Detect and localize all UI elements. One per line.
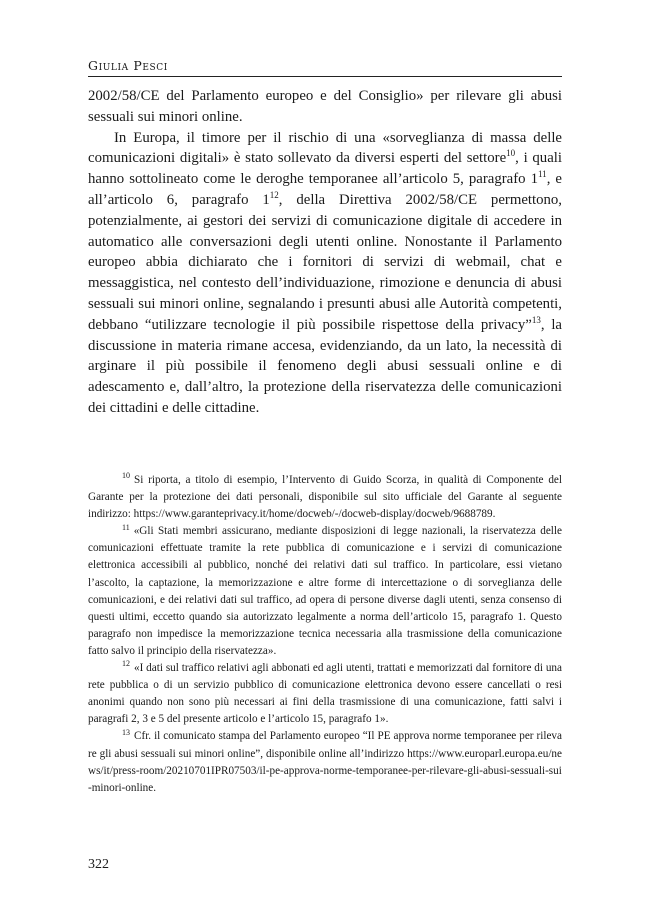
footnote-ref[interactable]: 10: [506, 148, 516, 159]
footnote-ref[interactable]: 11: [538, 169, 547, 180]
header-rule: [88, 76, 562, 77]
footnote: [88, 728, 562, 796]
footnote-ref[interactable]: 13: [531, 314, 541, 325]
footnote: [88, 472, 562, 523]
paragraph-text: , la discussione in materia rimane accesa, evidenziando, da un lato, la necessità di arginare il più possibile il fenomeno degli abusi sessuali online e di adescamento e, dall’altro, la protezione della riservatezza delle comunicazioni dei cittadini e delle cittadine.: [88, 316, 562, 416]
paragraph-text: In Europa, il timore per il rischio di una «sorveglianza di massa delle comunicazioni digitali» è stato sollevato da diversi esperti del settore: [88, 129, 562, 167]
footnote-text: «I dati sul traffico relativi agli abbonati ed agli utenti, trattati e memorizzati dal fornitore di una rete pubblica o di un servizio pubblico di comunicazione elettronica devono essere cancellati o resi anonimi quando non sono più necessari ai fini della trasmissione di una comunicazione, fatti salvi i paragrafi 2, 3 e 5 del presente articolo e l’articolo 15, paragrafo 1».: [88, 662, 562, 726]
paragraph-europe: [88, 128, 562, 419]
footnote-number: 13: [122, 727, 130, 737]
main-text: [88, 86, 562, 419]
footnote-ref[interactable]: 12: [269, 190, 279, 201]
page-number: 322: [88, 857, 109, 872]
footnote-number: 12: [122, 659, 130, 669]
footnote-text: Si riporta, a titolo di esempio, l’Intervento di Guido Scorza, in qualità di Componente del Garante per la protezione dei dati personali, disponibile sul sito ufficiale del Garante al seguente indirizzo: https://www.garanteprivacy.it/home/docweb/-/docweb-display/docweb/9688789.: [88, 474, 562, 521]
paragraph-continued: 2002/58/CE del Parlamento europeo e del Consiglio» per rilevare gli abusi sessuali sui minori online.: [88, 88, 562, 125]
paragraph-text: , della Direttiva 2002/58/CE permettono, potenzialmente, ai gestori dei servizi di comunicazione digitale di accedere in automatico alle conversazioni degli utenti online. Nonostante il Parlamento europeo abbia dichiarato che i fornitori di servizi di webmail, chat e messaggistica, nel contesto dell’individuazione, rimozione e denuncia di abusi sessuali sui minori online, segnalando i presunti abusi alle Autorità competenti, debbano “utilizzare tecnologie il più possibile rispettose della privacy”: [88, 191, 563, 333]
footnote-text: «Gli Stati membri assicurano, mediante disposizioni di legge nazionali, la riservatezza delle comunicazioni effettuate tramite la rete pubblica di comunicazione e i servizi di comunicazione elettronica accessibili al pubblico, nonché dei relativi dati sul traffico. In particolare, essi vietano l’ascolto, la captazione, la memorizzazione e altre forme di intercettazione o di sorveglianza delle comunicazioni, e dei relativi dati sul traffico, ad opera di persone diverse dagli utenti, senza consenso di questi ultimi, eccetto quando sia autorizzato legalmente a norma dell’articolo 15, paragrafo 1. Questo paragrafo non impedisce la memorizzazione tecnica necessaria alla trasmissione della comunicazione fatto salvo il principio della riservatezza».: [88, 525, 562, 657]
footnote-number: 11: [122, 522, 130, 532]
paragraph-text: , e all’articolo 6, paragrafo 1: [88, 171, 562, 208]
footnote-number: 10: [122, 471, 130, 481]
footnotes: [88, 472, 562, 797]
paragraph-text: , i quali hanno sottolineato come le deroghe temporanee all’articolo 5, paragrafo 1: [88, 150, 562, 188]
running-head: Giulia Pesci: [88, 58, 168, 73]
footnote-text: Cfr. il comunicato stampa del Parlamento europeo “Il PE approva norme temporanee per rilevare gli abusi sessuali sui minori online”, disponibile online all’indirizzo https://www.europarl.europa.eu/news/it/press-room/20210701IPR07503/il-pe-approva-norme-temporanee-per-rilevare-gli-abusi-sessuali-sui-minori-online.: [88, 730, 562, 794]
footnote: [88, 660, 562, 728]
footnote: [88, 523, 562, 660]
